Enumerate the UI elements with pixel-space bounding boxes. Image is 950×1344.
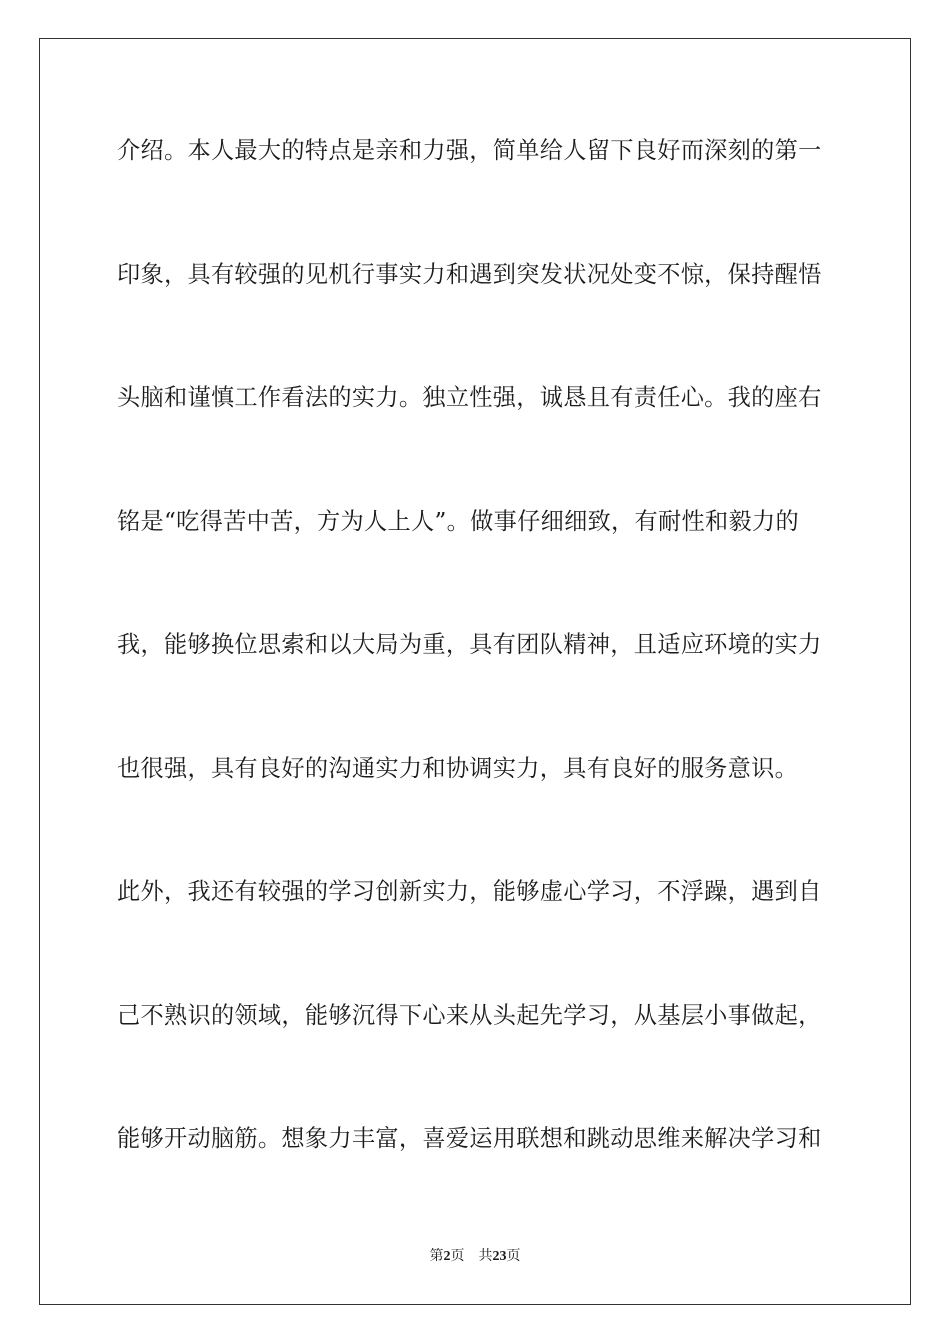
text-line: 我，能够换位思索和以大局为重，具有团队精神，且适应环境的实力 — [117, 631, 822, 658]
text-line: 此外，我还有较强的学习创新实力，能够虚心学习，不浮躁，遇到自 — [117, 878, 822, 905]
text-line: 能够开动脑筋。想象力丰富，喜爱运用联想和跳动思维来解决学习和 — [117, 1125, 822, 1152]
page-number: 2 — [443, 1249, 451, 1264]
page-suffix: 页 — [450, 1248, 465, 1264]
text-line: 己不熟识的领域，能够沉得下心来从头起先学习，从基层小事做起， — [117, 1001, 822, 1029]
text-line: 铭是“吃得苦中苦，方为人上人”。做事仔细细致，有耐性和毅力的 — [117, 507, 799, 535]
total-prefix: 共 — [478, 1248, 493, 1264]
text-line: 印象，具有较强的见机行事实力和遇到突发状况处变不惊，保持醒悟 — [117, 260, 822, 288]
text-line: 介绍。本人最大的特点是亲和力强，简单给人留下良好而深刻的第一 — [117, 137, 822, 164]
document-body — [117, 120, 833, 1232]
page-prefix: 第 — [429, 1248, 444, 1264]
total-pages: 23 — [492, 1249, 507, 1264]
text-line: 头脑和谨慎工作看法的实力。独立性强，诚恳且有责任心。我的座右 — [117, 384, 822, 411]
total-suffix: 页 — [506, 1248, 521, 1264]
page-footer — [0, 1247, 950, 1266]
text-line: 也很强，具有良好的沟通实力和协调实力，具有良好的服务意识。 — [117, 754, 799, 782]
